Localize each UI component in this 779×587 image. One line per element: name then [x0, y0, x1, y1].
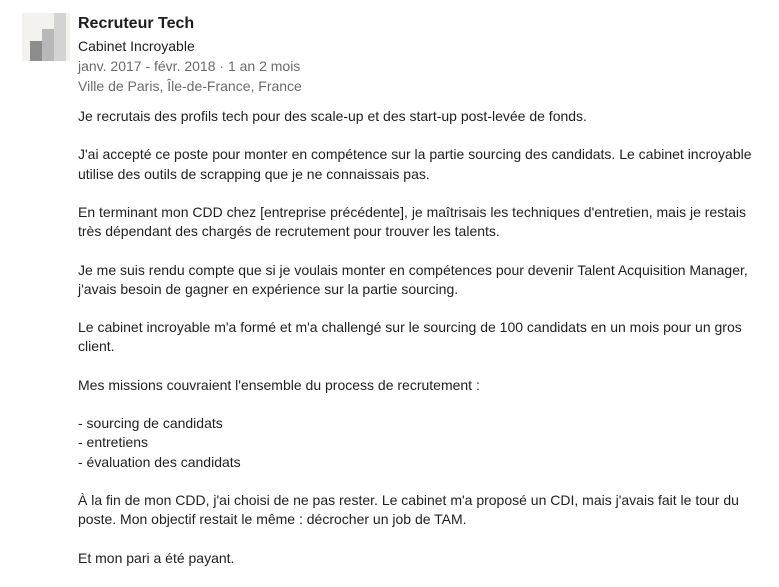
- logo-block-mid: [42, 29, 54, 61]
- description-paragraph: À la fin de mon CDD, j'ai choisi de ne pas rester. Le cabinet m'a proposé un CDI, mais j'avais fait le tour du poste. Mon objectif restait le même : décrocher un job de TAM.: [78, 491, 739, 528]
- description-paragraph: Je me suis rendu compte que si je voulais monter en compétences pour devenir Talent Acquisition Manager, j'avais besoin de gagner en expérience sur la partie sourcing.: [78, 261, 748, 297]
- missions-list: [78, 414, 753, 472]
- mission-item: - sourcing de candidats: [78, 415, 223, 432]
- logo-block-light: [54, 13, 66, 61]
- description-paragraph: Mes missions couvraient l'ensemble du process de recrutement :: [78, 376, 480, 393]
- mission-item: - entretiens: [78, 434, 149, 451]
- description-paragraph: Le cabinet incroyable m'a formé et m'a challengé sur le sourcing de 100 candidats en un mois pour un gros client.: [78, 319, 742, 355]
- job-dates: janv. 2017 - févr. 2018 · 1 an 2 mois: [78, 58, 301, 74]
- logo-block-dark: [30, 41, 42, 61]
- experience-header: [78, 14, 302, 96]
- job-description: [78, 107, 753, 587]
- mission-item: - évaluation des candidats: [78, 453, 241, 470]
- description-paragraph: J'ai accepté ce poste pour monter en compétence sur la partie sourcing des candidats. Le cabinet incroyable utilise des outils de scrapping que je ne connaissais pas.: [78, 146, 752, 182]
- job-title[interactable]: Recruteur Tech: [78, 15, 195, 32]
- job-location: Ville de Paris, Île-de-France, France: [78, 78, 302, 94]
- description-paragraph: Et mon pari a été payant.: [78, 549, 235, 566]
- company-name[interactable]: Cabinet Incroyable: [78, 38, 195, 54]
- company-logo[interactable]: [22, 13, 70, 61]
- description-paragraph: En terminant mon CDD chez [entreprise précédente], je maîtrisais les techniques d'entretien, mais je restais très dépendant des chargés de recrutement pour trouver les talents.: [78, 203, 746, 240]
- description-paragraph: Je recrutais des profils tech pour des scale-up et des start-up post-levée de fonds.: [78, 108, 587, 124]
